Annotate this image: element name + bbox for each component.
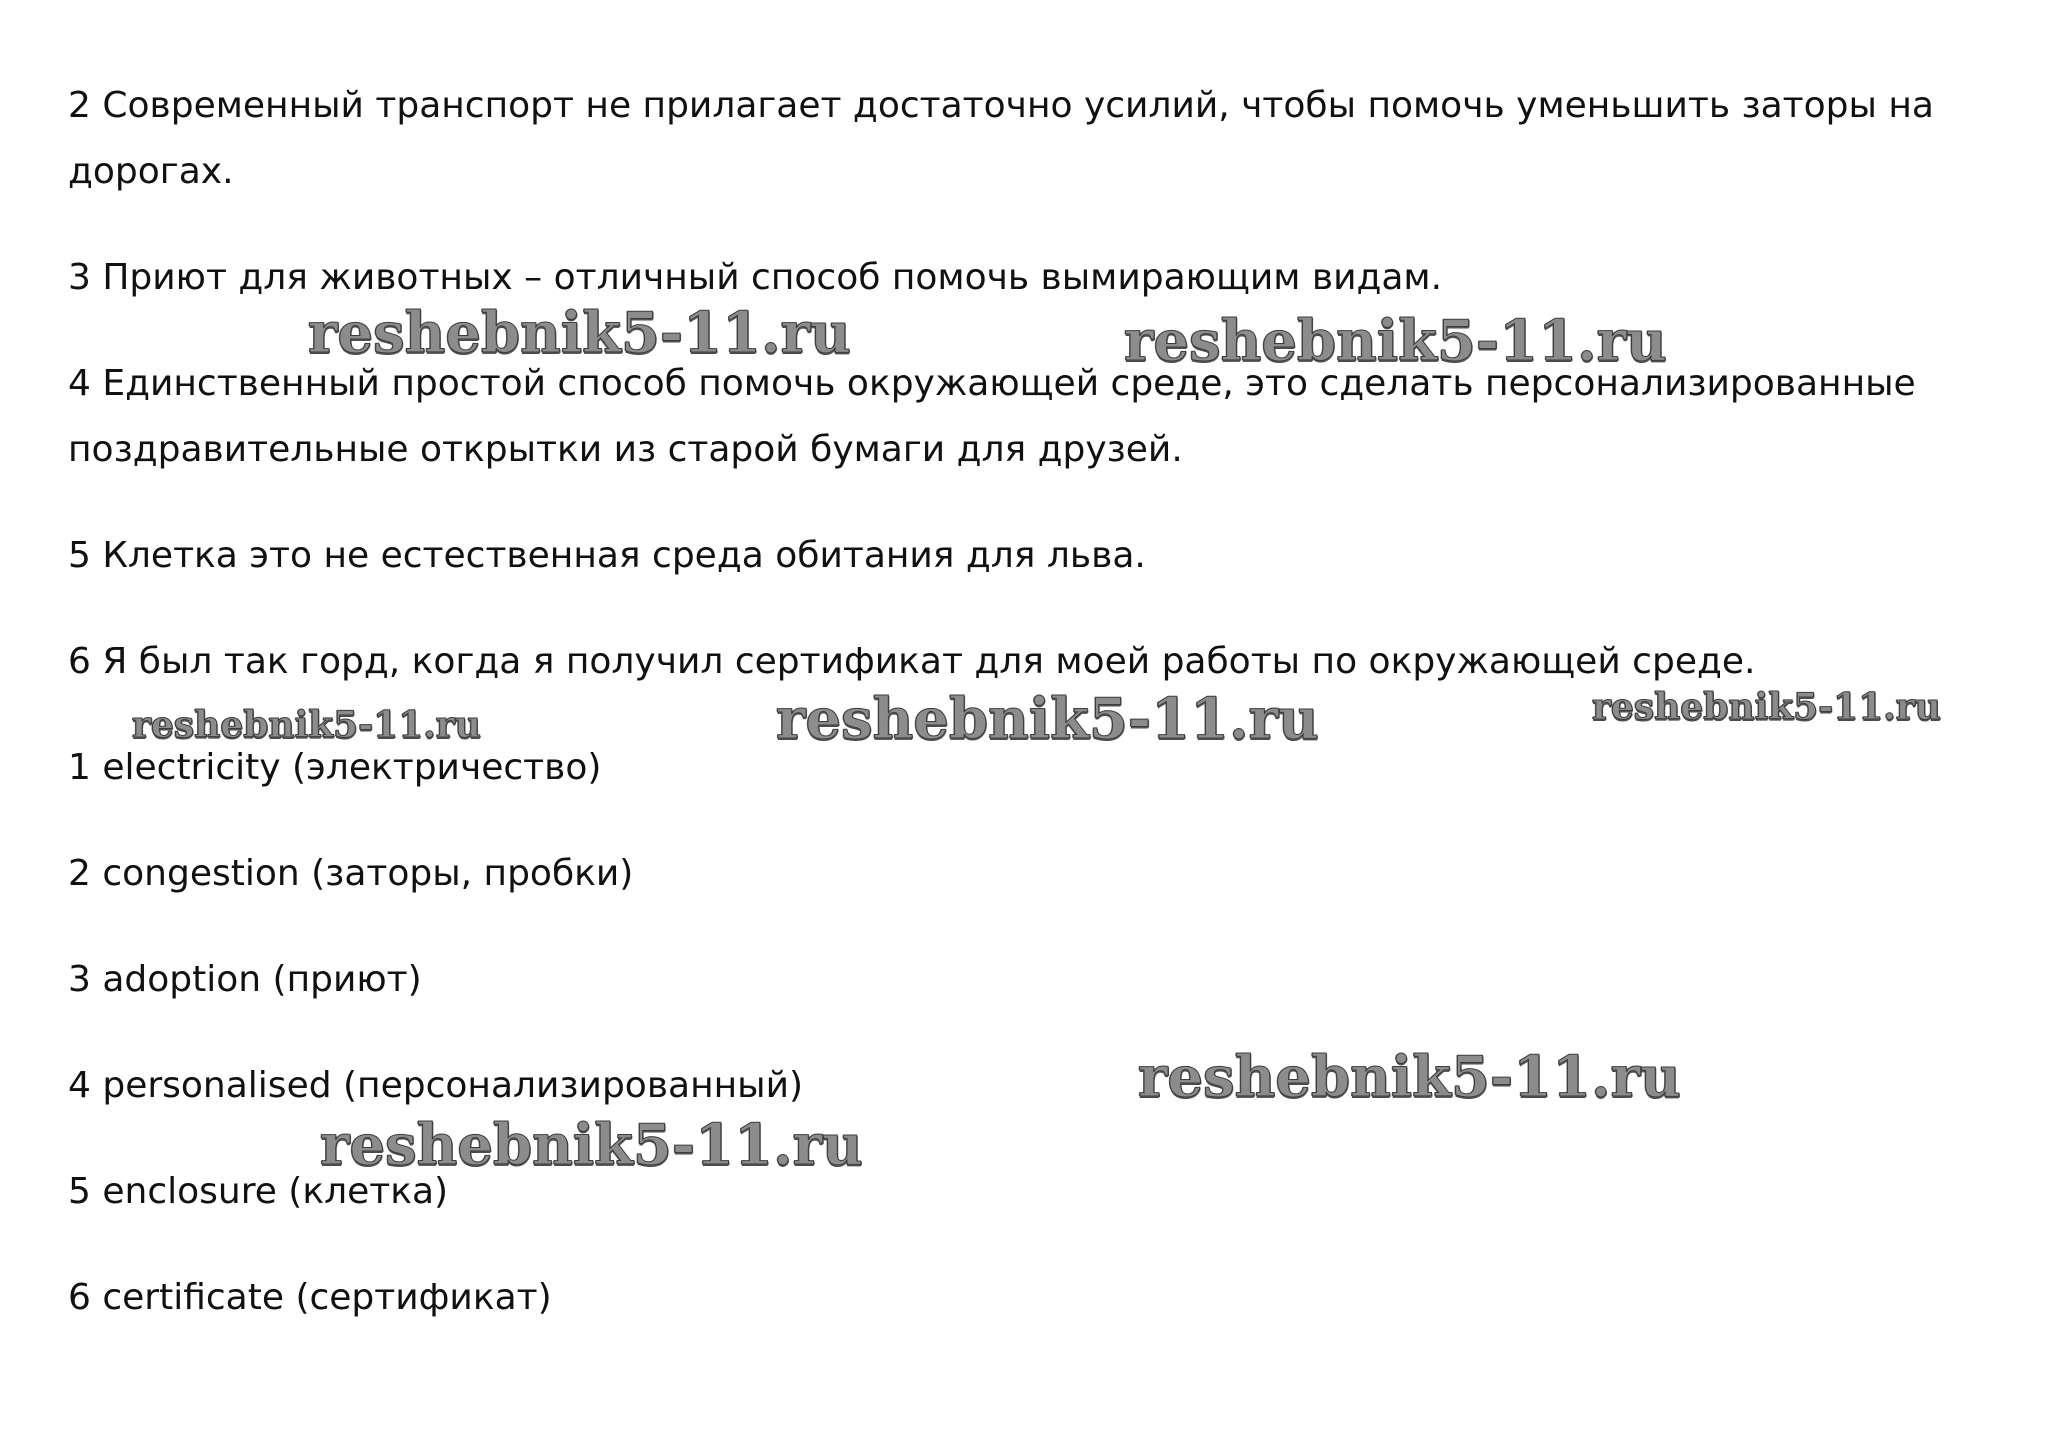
watermark-7: reshebnik5-11.ru	[320, 1112, 863, 1178]
watermark-2: reshebnik5-11.ru	[1124, 308, 1667, 374]
vocab-item-3: 3 adoption (приют)	[68, 959, 422, 1000]
sentence-5: 5 Клетка это не естественная среда обитания для льва.	[68, 535, 1146, 576]
vocab-item-1: 1 electricity (электричество)	[68, 747, 602, 788]
vocab-item-4: 4 personalised (персонализированный)	[68, 1065, 804, 1106]
watermark-1: reshebnik5-11.ru	[308, 300, 851, 366]
watermark-5: reshebnik5-11.ru	[1592, 686, 1941, 728]
watermark-3: reshebnik5-11.ru	[132, 704, 481, 746]
vocab-item-5: 5 enclosure (клетка)	[68, 1171, 449, 1212]
sentence-6: 6 Я был так горд, когда я получил сертификат для моей работы по окружающей среде.	[68, 641, 1756, 682]
vocab-item-2: 2 congestion (заторы, пробки)	[68, 853, 634, 894]
watermark-6: reshebnik5-11.ru	[1138, 1044, 1681, 1110]
watermark-4: reshebnik5-11.ru	[776, 686, 1319, 752]
sentence-4-line-1: 4 Единственный простой способ помочь окружающей среде, это сделать персонализированные	[68, 363, 1916, 404]
vocab-item-6: 6 certificate (сертификат)	[68, 1277, 552, 1318]
sentence-2-line-1: 2 Современный транспорт не прилагает достаточно усилий, чтобы помочь уменьшить заторы на	[68, 85, 1934, 126]
sentence-3: 3 Приют для животных – отличный способ помочь вымирающим видам.	[68, 257, 1443, 298]
sentence-4-line-2: поздравительные открытки из старой бумаги для друзей.	[68, 429, 1183, 470]
sentence-2-line-2: дорогах.	[68, 151, 234, 192]
